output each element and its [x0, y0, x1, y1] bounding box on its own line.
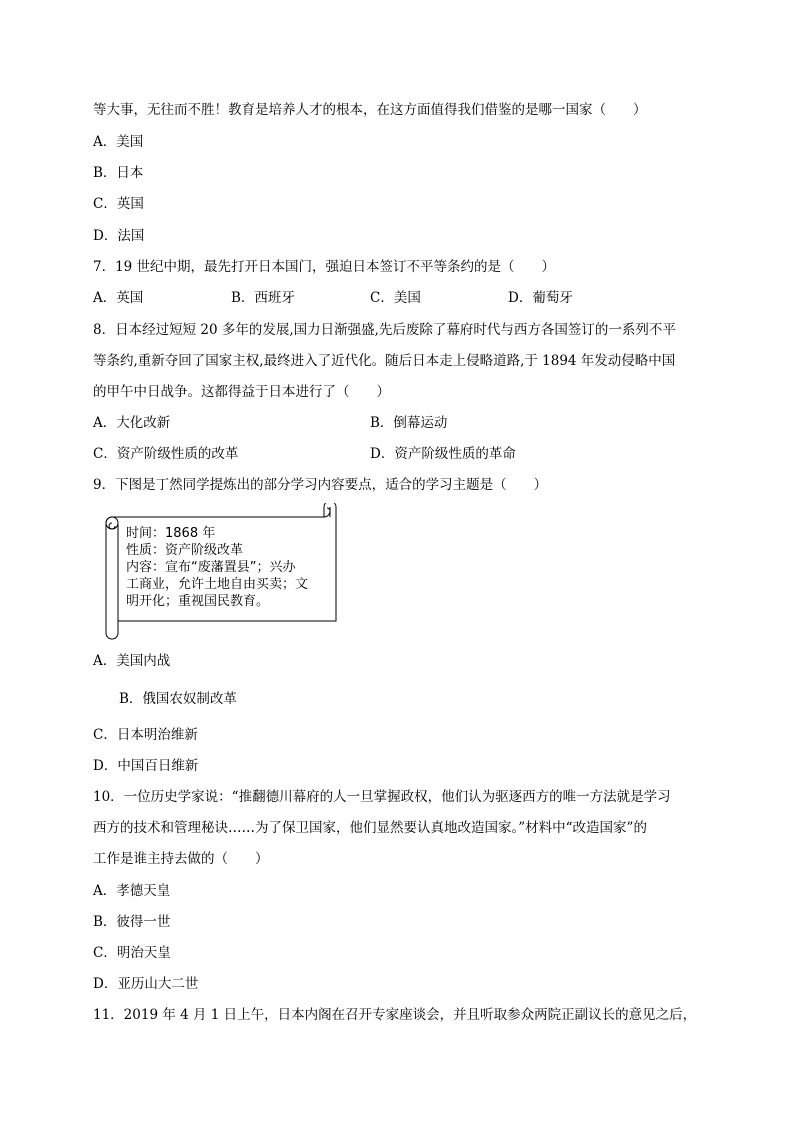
- q9-stem: 9．下图是丁然同学提炼出的部分学习内容要点，适合的学习主题是（ ）: [93, 477, 548, 493]
- q8-options-row-1: [93, 414, 703, 432]
- q7-stem: 7．19 世纪中期，最先打开日本国门，强迫日本签订不平等条约的是（ ）: [93, 259, 556, 275]
- q6-option-c: C．英国: [93, 196, 144, 212]
- q8-option-c: C．资产阶级性质的改革: [93, 446, 239, 462]
- q9-option-a: A．美国内战: [93, 653, 171, 669]
- q9-option-b: B．俄国农奴制改革: [119, 691, 237, 707]
- q10-option-b: B．彼得一世: [93, 914, 171, 930]
- q8-stem-line-1: 8．日本经过短短 20 多年的发展,国力日渐强盛,先后废除了幕府时代与西方各国签订的一系列不平: [93, 322, 676, 338]
- scroll-line-time: 时间：1868 年: [126, 526, 216, 541]
- q7-options: [93, 289, 703, 307]
- q6-option-b: B．日本: [93, 165, 144, 181]
- q11-stem: 11．2019 年 4 月 1 日上午，日本内阁在召开专家座谈会，并且听取参众两院正副议长的意见之后，: [93, 1007, 697, 1023]
- q8-option-b: B．倒幕运动: [370, 415, 448, 431]
- q7-option-c: C．美国: [370, 290, 421, 306]
- q7-option-b: B．西班牙: [231, 290, 295, 306]
- q8-stem-line-2: 等条约,重新夺回了国家主权,最终进入了近代化。随后日本走上侵略道路,于 1894 年发动侵略中国: [93, 353, 676, 369]
- q7-option-d: D．葡萄牙: [508, 290, 573, 306]
- scroll-line-nature: 性质：资产阶级改革: [126, 543, 244, 558]
- scroll-figure: [98, 503, 340, 641]
- q7-option-a: A．英国: [93, 290, 144, 306]
- q9-option-c: C．日本明治维新: [93, 727, 198, 743]
- q10-option-a: A．孝德天皇: [93, 883, 171, 899]
- q10-stem-line-3: 工作是谁主持去做的（ ）: [93, 851, 269, 867]
- q8-options-row-2: [93, 445, 703, 463]
- q10-option-c: C．明治天皇: [93, 945, 171, 961]
- q6-option-d: D．法国: [93, 228, 145, 244]
- scroll-content: [126, 525, 336, 610]
- q8-option-d: D．资产阶级性质的革命: [370, 446, 516, 462]
- q9-option-d: D．中国百日维新: [93, 758, 199, 774]
- scroll-line-content-2: 工商业，允许土地自由买卖；文: [126, 577, 309, 592]
- scroll-line-content-1: 内容：宣布“废藩置县”；兴办: [126, 560, 296, 575]
- q8-option-a: A．大化改新: [93, 415, 171, 431]
- q10-stem-line-2: 西方的技术和管理秘诀……为了保卫国家，他们显然要认真地改造国家。”材料中“改造国家”的: [93, 820, 647, 836]
- scroll-line-content-3: 明开化；重视国民教育。: [126, 594, 270, 609]
- q8-stem-line-3: 的甲午中日战争。这都得益于日本进行了（ ）: [93, 384, 390, 400]
- q10-stem-line-1: 10．一位历史学家说：“推翻德川幕府的人一旦掌握政权，他们认为驱逐西方的唯一方法就是学习: [93, 789, 671, 805]
- q10-option-d: D．亚历山大二世: [93, 976, 199, 992]
- q6-option-a: A．美国: [93, 134, 144, 150]
- q6-stem: 等大事，无往而不胜！教育是培养人才的根本，在这方面值得我们借鉴的是哪一国家（ ）: [93, 102, 647, 118]
